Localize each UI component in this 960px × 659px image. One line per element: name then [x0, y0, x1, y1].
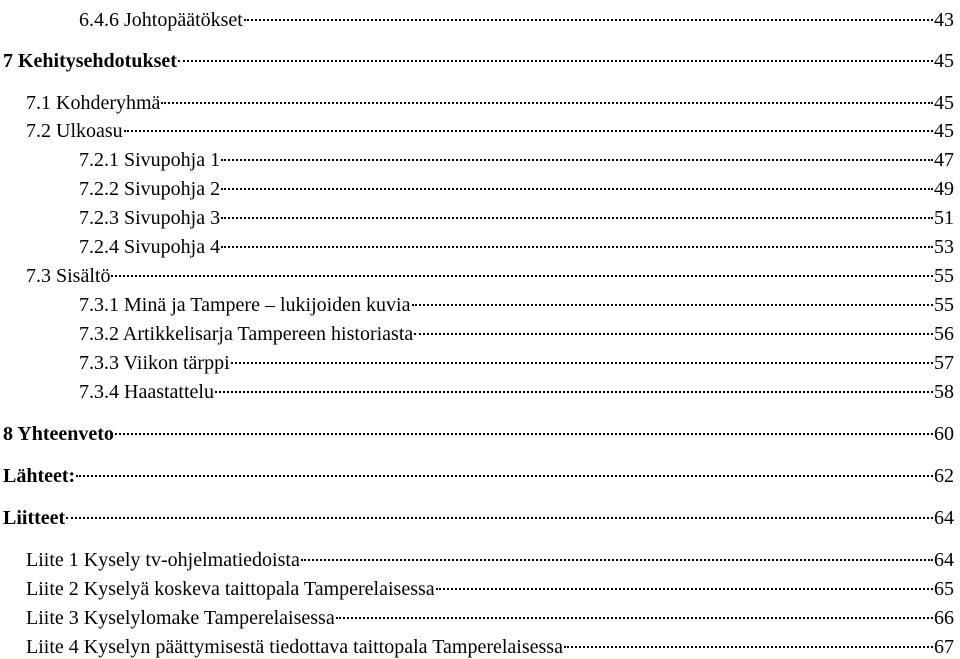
toc-entry-title: 7.2.1 Sivupohja 1 [79, 149, 221, 171]
toc-entry-title: 7.3.1 Minä ja Tampere – lukijoiden kuvia [79, 294, 411, 316]
toc-entry-page: 53 [934, 236, 954, 258]
toc-entry-title: 7.2.4 Sivupohja 4 [79, 236, 221, 258]
toc-entry-page: 45 [934, 92, 954, 114]
toc-entry-liite-3[interactable] [26, 600, 954, 630]
dot-leader [221, 171, 933, 195]
toc-entry-title: 7.3.3 Viikon tärppi [79, 352, 230, 374]
toc-entry-title: 7.2 Ulkoasu [26, 120, 123, 142]
toc-entry-liite-1[interactable] [26, 542, 954, 572]
toc-entry-page: 49 [934, 178, 954, 200]
toc-entry-7-2-2[interactable] [79, 171, 954, 201]
toc-entry-title: Liite 1 Kysely tv-ohjelmatiedoista [26, 549, 300, 571]
dot-leader [244, 2, 933, 26]
toc-entry-title: 6.4.6 Johtopäätökset [79, 9, 243, 31]
toc-entry-title: Liitteet [3, 507, 66, 529]
toc-entry-lahteet[interactable] [3, 458, 954, 488]
toc-entry-title: 7.2.2 Sivupohja 2 [79, 178, 221, 200]
toc-entry-page: 60 [934, 423, 954, 445]
toc-entry-page: 47 [934, 149, 954, 171]
toc-entry-liite-2[interactable] [26, 571, 954, 601]
toc-entry-page: 51 [934, 207, 954, 229]
toc-entry-title: Lähteet: [3, 465, 76, 487]
toc-entry-7-3-3[interactable] [79, 345, 954, 375]
toc-entry-page: 64 [934, 549, 954, 571]
toc-entry-liite-4[interactable] [26, 629, 954, 659]
toc-entry-7-3[interactable] [26, 258, 954, 288]
toc-entry-page: 67 [934, 636, 954, 658]
toc-entry-page: 66 [934, 607, 954, 629]
toc-entry-page: 45 [934, 50, 954, 72]
dot-leader [412, 287, 934, 311]
toc-entry-page: 64 [934, 507, 954, 529]
toc-entry-page: 56 [934, 323, 954, 345]
toc-entry-7-1[interactable] [26, 85, 954, 115]
dot-leader [124, 113, 933, 137]
toc-entry-page: 45 [934, 120, 954, 142]
toc-entry-title: Liite 4 Kyselyn päättymisestä tiedottava taittopala Tamperelaisessa [26, 636, 563, 658]
toc-entry-title: 7 Kehitysehdotukset [3, 50, 177, 72]
dot-leader [221, 142, 933, 166]
toc-entry-page: 58 [934, 381, 954, 403]
dot-leader [111, 258, 933, 282]
toc-entry-7[interactable] [3, 43, 954, 73]
dot-leader [436, 571, 933, 595]
toc-entry-page: 55 [934, 265, 954, 287]
dot-leader [564, 629, 933, 653]
toc-entry-liitteet[interactable] [3, 500, 954, 530]
toc-entry-title: 7.2.3 Sivupohja 3 [79, 207, 221, 229]
toc-entry-7-2-4[interactable] [79, 229, 954, 259]
dot-leader [231, 345, 933, 369]
toc-entry-page: 55 [934, 294, 954, 316]
toc-entry-7-2-3[interactable] [79, 200, 954, 230]
toc-entry-6-4-6[interactable] [79, 2, 954, 32]
toc-entry-page: 62 [934, 465, 954, 487]
toc-entry-7-3-1[interactable] [79, 287, 954, 317]
dot-leader [161, 85, 933, 109]
dot-leader [221, 200, 933, 224]
toc-entry-page: 43 [934, 9, 954, 31]
dot-leader [178, 43, 933, 67]
dot-leader [76, 458, 933, 482]
toc-entry-8[interactable] [3, 416, 954, 446]
dot-leader [414, 316, 933, 340]
dot-leader [115, 416, 933, 440]
toc-entry-title: 7.3 Sisältö [26, 265, 111, 287]
toc-entry-title: 7.3.4 Haastattelu [79, 381, 214, 403]
dot-leader [215, 374, 933, 398]
dot-leader [66, 500, 933, 524]
toc-entry-title: 7.3.2 Artikkelisarja Tampereen historiasta [79, 323, 414, 345]
toc-entry-7-2-1[interactable] [79, 142, 954, 172]
toc-entry-7-2[interactable] [26, 113, 954, 143]
toc-entry-title: 8 Yhteenveto [3, 423, 114, 445]
toc-entry-page: 57 [934, 352, 954, 374]
toc-entry-page: 65 [934, 578, 954, 600]
toc-entry-7-3-2[interactable] [79, 316, 954, 346]
toc-entry-title: Liite 3 Kyselylomake Tamperelaisessa [26, 607, 335, 629]
toc-entry-title: 7.1 Kohderyhmä [26, 92, 161, 114]
dot-leader [221, 229, 933, 253]
toc-entry-title: Liite 2 Kyselyä koskeva taittopala Tamperelaisessa [26, 578, 435, 600]
dot-leader [336, 600, 933, 624]
toc-entry-7-3-4[interactable] [79, 374, 954, 404]
dot-leader [301, 542, 933, 566]
